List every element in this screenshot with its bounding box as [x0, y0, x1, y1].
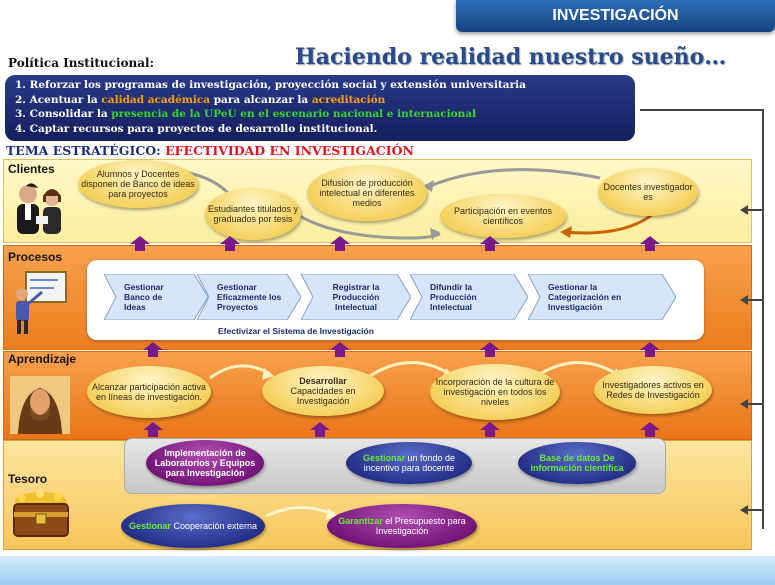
process-step-1: Gestionar Banco de Ideas — [104, 274, 208, 320]
oval-cultura-investigacion: Incorporación de la cultura de investigación en todos los niveles — [430, 364, 560, 420]
oval-docentes-investigadores: Docentes investigador es — [598, 168, 698, 216]
oval-difusion: Difusión de producción intelectual en diferentes medios — [307, 165, 427, 221]
oval-implementacion: Implementación de Laboratorios y Equipos para Investigación — [146, 440, 264, 486]
treasure-chest-icon — [8, 488, 74, 540]
label-aprendizaje: Aprendizaje — [8, 352, 77, 366]
label-clientes: Clientes — [8, 162, 55, 176]
label-tesoro: Tesoro — [8, 472, 48, 486]
oval-presupuesto: Garantizar el Presupuesto para Investigación — [327, 504, 477, 548]
purple-up-arrows — [0, 236, 775, 446]
oval-participacion-activa: Alcanzar participación activa en líneas de investigación. — [87, 366, 211, 418]
oval-fondo-incentivo: Gestionar un fondo de incentivo para docente — [346, 442, 472, 484]
policy-item-1: 1. Reforzar los programas de investigación, proyección social y extensión universitaria — [15, 79, 526, 91]
policy-item-3: 3. Consolidar la presencia de la UPeU en el escenario nacional e internacional — [15, 108, 477, 120]
oval-cooperacion-externa: Gestionar Cooperación externa — [121, 504, 265, 548]
policy-connector — [640, 109, 764, 111]
oval-base-datos: Base de datos De información científica — [518, 442, 636, 484]
process-step-3: Registrar la Producción Intelectual — [301, 274, 411, 320]
policy-box — [5, 75, 635, 141]
process-step-5: Gestionar la Categorización en Investigación — [528, 274, 676, 320]
policy-item-4: 4. Captar recursos para proyectos de desarrollo institucional. — [15, 122, 378, 135]
footer-wave — [0, 556, 775, 585]
policy-item-2: 2. Acentuar la calidad académica para alcanzar la acreditación — [15, 93, 386, 106]
label-procesos: Procesos — [8, 250, 63, 264]
oval-participacion: Participación en eventos científicos — [440, 194, 566, 238]
tema-estrategico: TEMA ESTRATÉGICO: EFECTIVIDAD EN INVESTIGACIÓN — [6, 143, 414, 158]
header-tab: INVESTIGACIÓN — [456, 0, 775, 32]
politica-title: Política Institucional: — [8, 56, 155, 70]
arrow-left-tesoro — [740, 504, 766, 516]
slogan: Haciendo realidad nuestro sueño… — [295, 44, 727, 70]
oval-estudiantes-titulados: Estudiantes titulados y graduados por tesis — [205, 188, 301, 240]
oval-capacidades: Desarrollar Capacidades en Investigación — [262, 366, 384, 416]
oval-redes-investigacion: Investigadores activos en Redes de Investigación — [594, 366, 712, 414]
oval-banco-ideas: Alumnos y Docentes disponen de Banco de ideas para proyectos — [78, 160, 198, 208]
procesos-caption: Efectivizar el Sistema de Investigación — [218, 326, 374, 336]
process-step-2: Gestionar Eficazmente los Proyectos — [197, 274, 301, 320]
process-step-4: Difundir la Producción Intelectual — [410, 274, 528, 320]
